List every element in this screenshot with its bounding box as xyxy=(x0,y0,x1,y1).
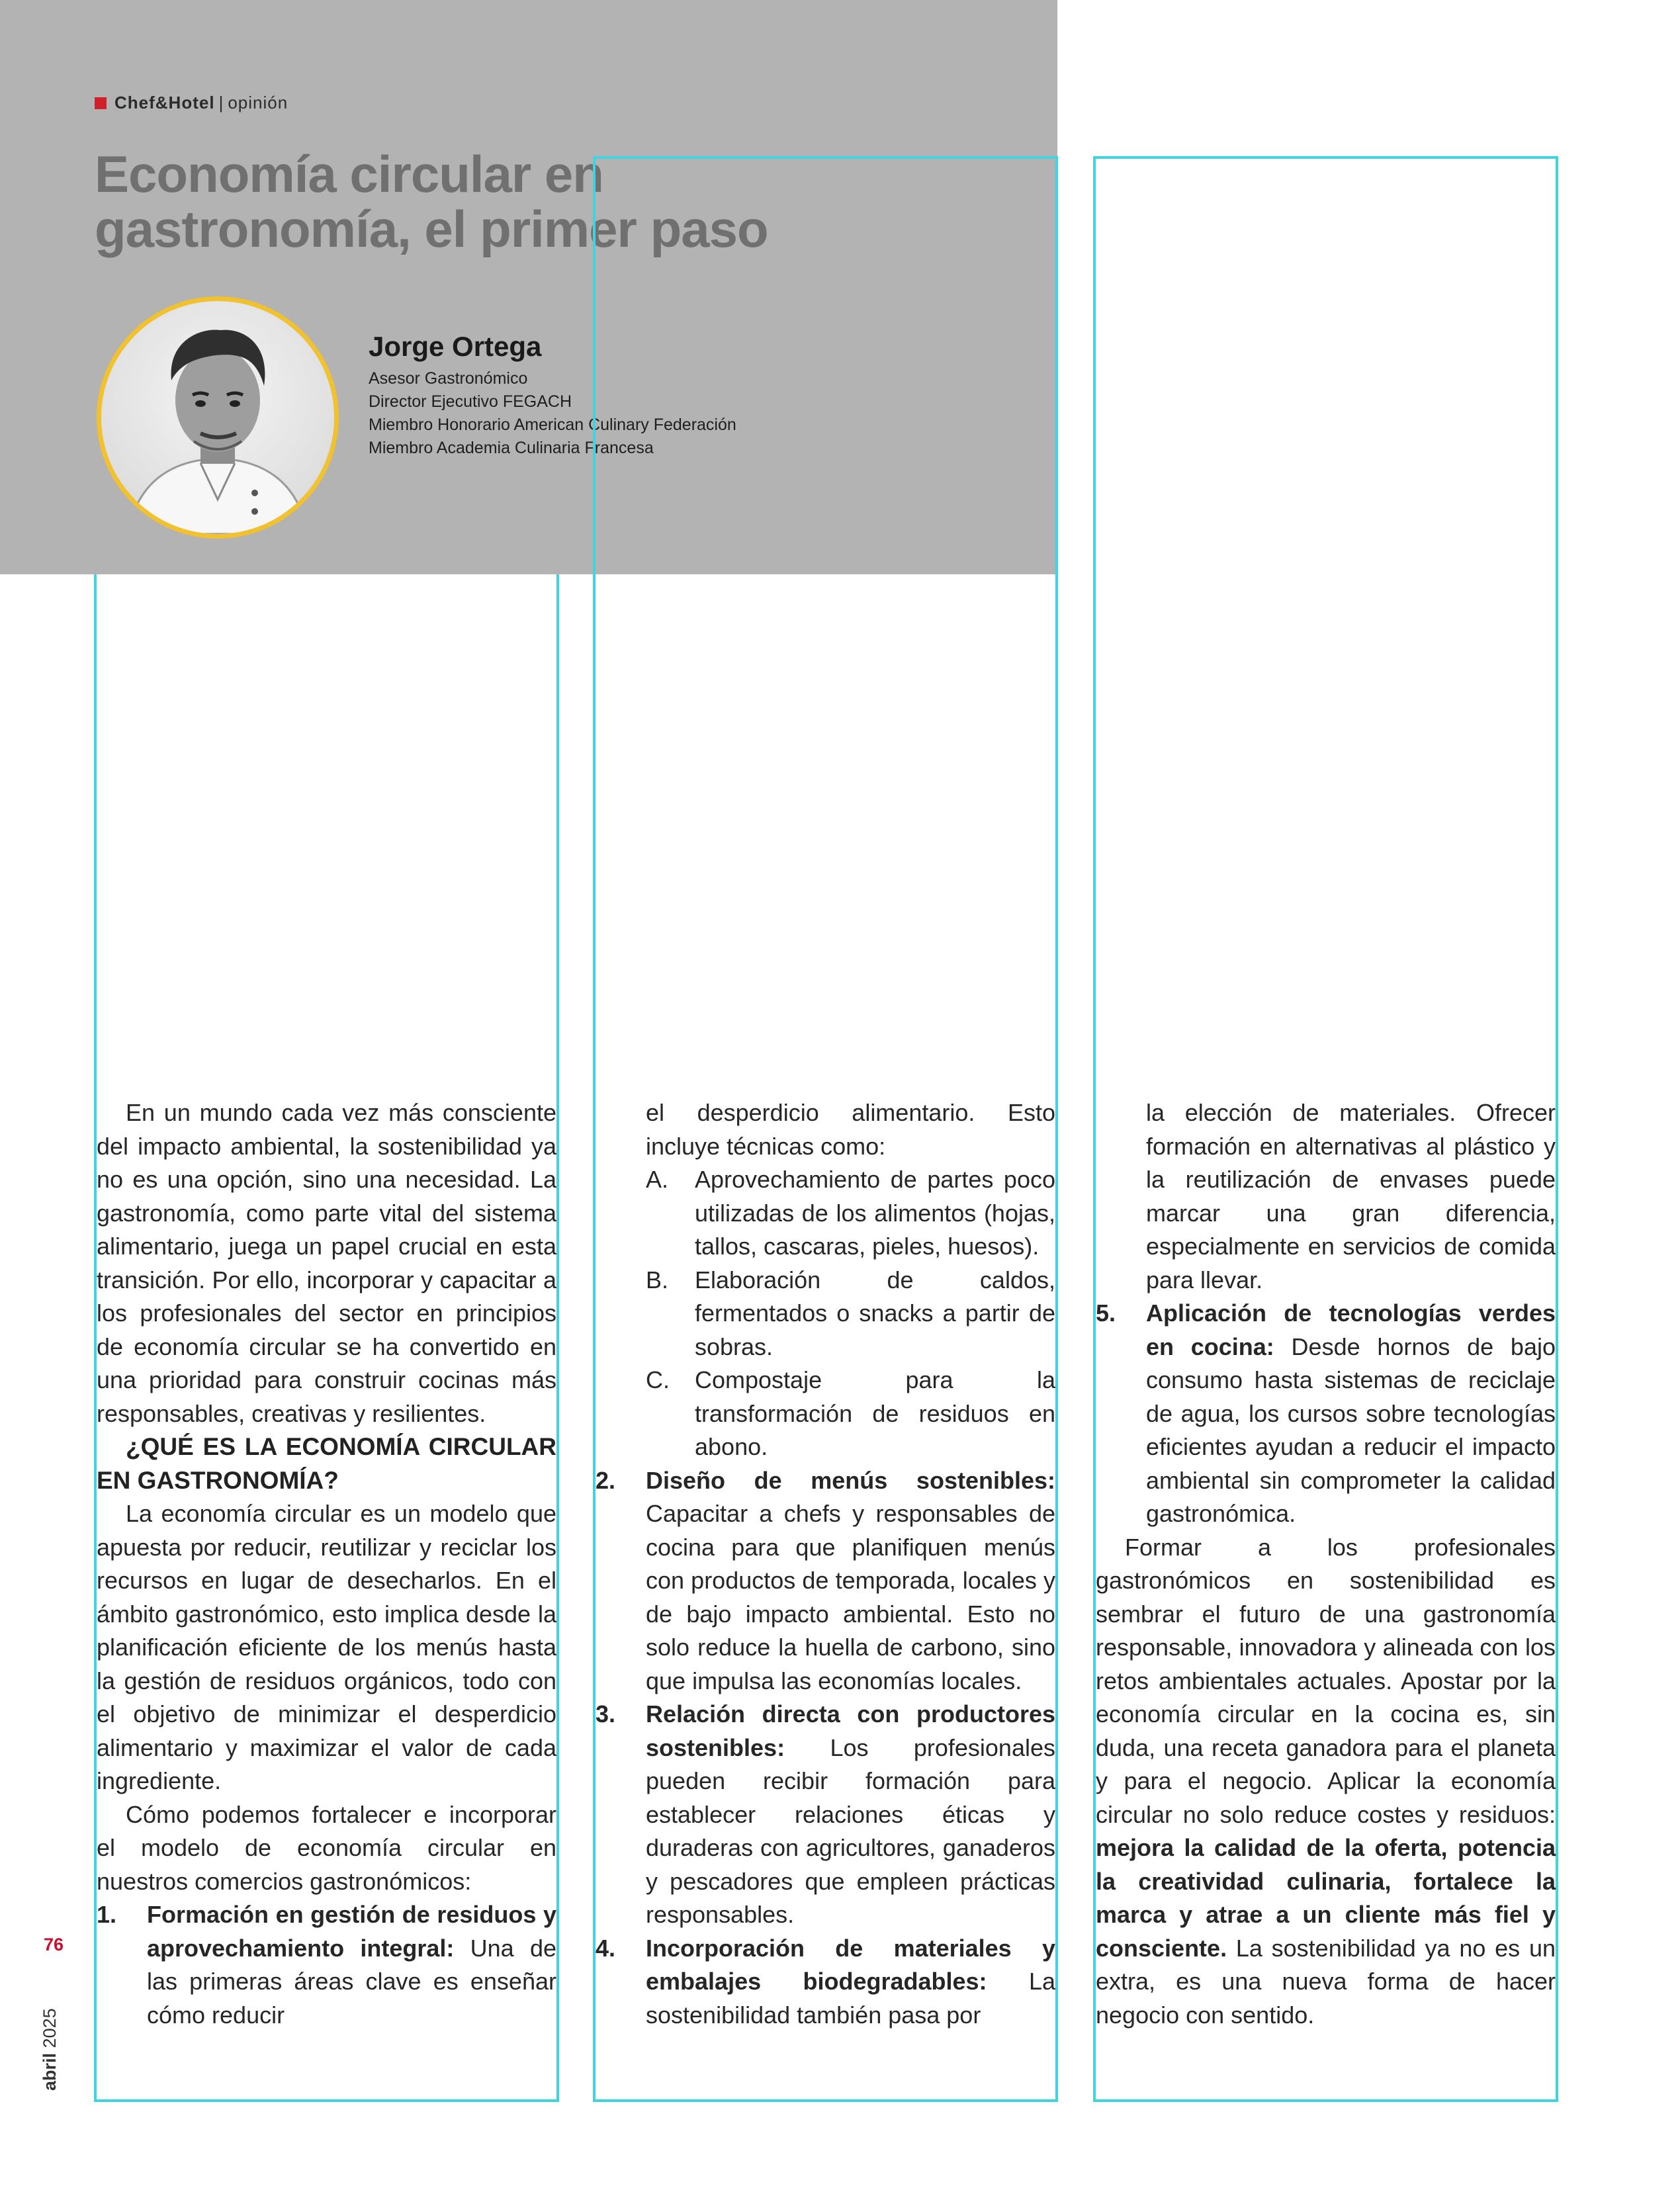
list-item xyxy=(596,1932,1055,2033)
author-role: Miembro Honorario American Culinary Federación xyxy=(369,416,736,434)
sub-list-text: Aprovechamiento de partes poco utilizadas de los alimentos (hojas, tallos, cascaras, pieles, huesos). xyxy=(695,1166,1055,1260)
page-number: 76 xyxy=(44,1935,64,1954)
list-item xyxy=(1096,1297,1556,1531)
sub-list-text: Compostaje para la transformación de residuos en abono. xyxy=(695,1366,1055,1460)
issue-year: 2025 xyxy=(40,2008,60,2048)
closing-paragraph xyxy=(1096,1531,1556,2033)
article-column-2 xyxy=(596,1096,1055,2032)
list-item-text: La sostenibilidad también pasa por xyxy=(646,1968,1055,2029)
author-role: Director Ejecutivo FEGACH xyxy=(369,392,572,411)
list-item-text: Capacitar a chefs y responsables de cocina para que planifiquen menús con productos de temporada, locales y de bajo impacto ambiental. Esto no solo reduce la huella de carbono, sino que impulsa las economías locales. xyxy=(646,1500,1055,1694)
list-item-lead: Diseño de menús sostenibles: xyxy=(646,1466,1055,1494)
magazine-brand: Chef&Hotel xyxy=(114,93,215,112)
body-paragraph: la elección de materiales. Ofrecer formación en alternativas al plástico y la reutilización de envases puede marcar una gran diferencia, especialmente en servicios de comida para llevar. xyxy=(1146,1099,1556,1293)
list-item xyxy=(596,1464,1055,1698)
author-role: Asesor Gastronómico xyxy=(369,369,528,388)
sub-list-letter: B. xyxy=(646,1266,669,1293)
list-number: 1. xyxy=(97,1901,117,1928)
list-item-lead: Incorporación de materiales y embalajes biodegradables: xyxy=(646,1934,1055,1995)
chef-portrait-icon xyxy=(101,301,334,534)
article-column-1 xyxy=(97,1096,556,2032)
section-name: opinión xyxy=(228,93,288,112)
title-line-1: Economía circular en xyxy=(95,145,603,203)
red-square-icon xyxy=(95,97,107,109)
sub-list-letter: C. xyxy=(646,1366,670,1393)
list-item-text: Una de las primeras áreas clave es enseñar cómo reducir xyxy=(147,1934,556,2029)
list-item-lead: Relación directa con productores sostenibles: xyxy=(646,1700,1055,1761)
section-heading: ¿QUÉ ES LA ECONOMÍA CIRCULAR EN GASTRONOMÍA? xyxy=(97,1433,556,1494)
list-item-lead: Aplicación de tecnologías verdes en cocina: xyxy=(1146,1299,1556,1360)
intro-paragraph: En un mundo cada vez más consciente del impacto ambiental, la sostenibilidad ya no es una opción, sino una necesidad. La gastronomía, como parte vital del sistema alimentario, juega un papel crucial en esta transición. Por ello, incorporar y capacitar a los profesionales del sector en principios de economía circular se ha convertido en una prioridad para construir cocinas más responsables, creativas y resilientes. xyxy=(97,1099,556,1427)
title-line-2: gastronomía, el primer paso xyxy=(95,200,768,258)
list-item-text: Los profesionales pueden recibir formación para establecer relaciones éticas y duraderas con agricultores, ganaderos y pescadores que empleen prácticas responsables. xyxy=(646,1733,1055,1928)
list-number: 2. xyxy=(596,1466,616,1494)
sub-list-item xyxy=(646,1163,1055,1264)
list-item xyxy=(97,1898,556,2032)
list-number: 3. xyxy=(596,1700,616,1728)
body-paragraph: el desperdicio alimentario. Esto incluye técnicas como: xyxy=(646,1099,1055,1160)
list-number: 4. xyxy=(596,1934,616,1962)
body-paragraph: La economía circular es un modelo que apuesta por reducir, reutilizar y reciclar los recursos en lugar de desecharlos. En el ámbito gastronómico, esto implica desde la planificación eficiente de los menús hasta la gestión de residuos orgánicos, todo con el objetivo de minimizar el desperdicio alimentario y maximizar el valor de cada ingrediente. xyxy=(97,1500,556,1794)
sub-list-text: Elaboración de caldos, fermentados o snacks a partir de sobras. xyxy=(695,1266,1055,1360)
section-kicker xyxy=(95,93,288,113)
sub-list-item xyxy=(646,1264,1055,1364)
issue-date xyxy=(40,2008,60,2091)
closing-bold-text: mejora la calidad de la oferta, potencia la creatividad culinaria, fortalece la marca y atrae a un cliente más fiel y consciente. xyxy=(1096,1834,1556,1962)
author-photo xyxy=(97,296,339,539)
closing-end-text: La sostenibilidad ya no es un extra, es una nueva forma de hacer negocio con sentido. xyxy=(1096,1934,1556,2029)
list-item-lead: Formación en gestión de residuos y aprovechamiento integral: xyxy=(147,1901,556,1962)
author-role: Miembro Academia Culinaria Francesa xyxy=(369,439,654,457)
article-column-3 xyxy=(1096,1096,1556,2032)
closing-text: Formar a los profesionales gastronómicos en sostenibilidad es sembrar el futuro de una gastronomía responsable, innovadora y alineada con los retos ambientales actuales. Apostar por la economía circular en la cocina es, sin duda, una receta ganadora para el planeta y para el negocio. Aplicar la economía circular no solo reduce costes y residuos: xyxy=(1096,1533,1556,1828)
list-number: 5. xyxy=(1096,1299,1116,1327)
issue-month: abril xyxy=(40,2052,60,2091)
body-paragraph: Cómo podemos fortalecer e incorporar el modelo de economía circular en nuestros comercios gastronómicos: xyxy=(97,1800,556,1895)
sub-list-letter: A. xyxy=(646,1166,669,1193)
kicker-separator: | xyxy=(218,93,224,112)
list-item-text: Desde hornos de bajo consumo hasta sistemas de reciclaje de agua, los cursos sobre tecnologías eficientes ayudan a reducir el impacto ambiental sin comprometer la calidad gastronómica. xyxy=(1146,1333,1556,1527)
sub-list-item xyxy=(646,1364,1055,1464)
author-name: Jorge Ortega xyxy=(369,331,542,362)
list-item xyxy=(596,1698,1055,1932)
